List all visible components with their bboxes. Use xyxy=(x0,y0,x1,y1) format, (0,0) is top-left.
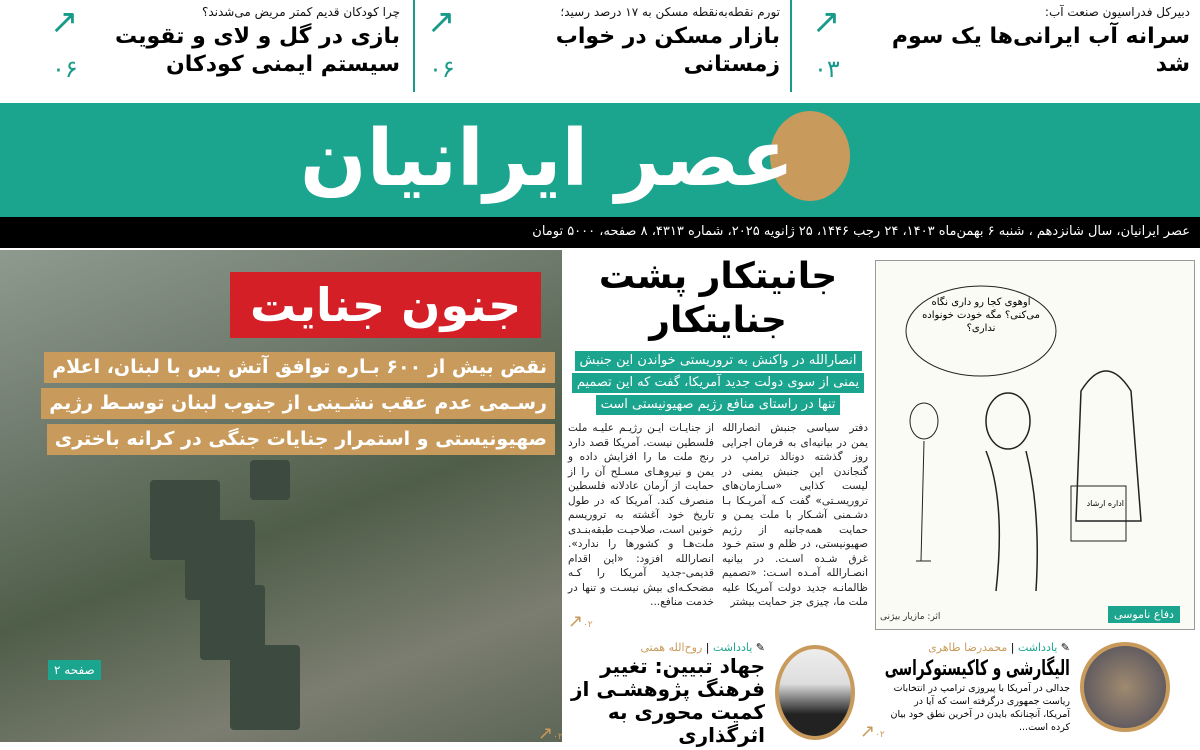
arrow-icon: ↗ xyxy=(812,2,841,42)
story xyxy=(568,255,868,637)
note-summary: جدالی در آمریکا با پیروزی ترامپ در انتخابات ریاست جمهوری درگرفته است که آیا در آمریکا، آنچنانکه بایدن در آخرین نطق خود بیان کرده است... xyxy=(890,683,1070,733)
note-image xyxy=(1080,642,1170,732)
subhead-line: نقض بیش از ۶۰۰ بـاره توافق آتش بس با لبنان، اعلام xyxy=(44,352,555,383)
note xyxy=(565,640,765,747)
cartoon xyxy=(875,260,1195,630)
lead-headline[interactable]: جنون جنایت xyxy=(230,272,541,338)
teaser-kicker: چرا کودکان قدیم کمتر مریض می‌شدند؟ xyxy=(201,5,400,19)
story-subhead xyxy=(568,349,868,415)
note-type: یادداشت xyxy=(712,641,753,654)
cartoon-label: دفاع ناموسی xyxy=(1108,606,1180,623)
note-type: یادداشت xyxy=(1017,641,1058,654)
subhead-line: انصارالله در واکنش به تروریستی خواندن این جنبش xyxy=(575,351,862,371)
teaser-page: ۰۳ xyxy=(814,55,840,83)
page-ref: ۰۲ xyxy=(553,732,563,742)
teaser-page: ۰۶ xyxy=(52,55,78,83)
subhead-line: صهیونیستی و استمرار جنایات جنگی در کرانه باختری xyxy=(47,424,555,455)
subhead-line: رسـمی عدم عقب نشـینی از جنوب لبنان توسـط رژیم xyxy=(41,388,555,419)
teaser-housing[interactable] xyxy=(415,0,790,100)
divider xyxy=(413,0,415,92)
teaser-children[interactable] xyxy=(0,0,410,100)
story-column: از جنایـات ایـن رژیـم علیـه ملت فلسطین نیست. آمریکا قصد دارد رنج ملت ما را افزایش داده و یمن و نیروهـای مسـلح آن را از حمایت از آرمان عادلانه فلسطین منصرف کند. آمریکا که در طول تاریخ خود آغشته به تروریسم خونین است، صلاحیـت طبقه‌بنـدی ملت‌هـا و کشورها را ندارد». انصارالله افزود: «این اقدام قدیمی-جدید آمریکا را کـه مضحکـه‌ای بیش نیسـت و تنها در خدمت منافع... xyxy=(568,422,714,608)
arrow-icon[interactable]: ↗۰۲ xyxy=(568,610,593,632)
story-body xyxy=(568,421,868,610)
note-meta: ✎ یادداشت | محمدرضا طاهری xyxy=(928,641,1070,654)
logo: عصر ایرانیان xyxy=(300,114,795,204)
story-headline[interactable]: جانیتکار پشت جنایتکار xyxy=(598,256,838,341)
teaser-title: بازی در گل و لای و تقویت سیستم ایمنی کودکان xyxy=(114,24,400,77)
page-label[interactable]: صفحه ۲ xyxy=(48,660,101,680)
dateline: عصر ایرانیان، سال شانزدهم ، شنبه ۶ بهمن‌ماه ۱۴۰۳، ۲۴ رجب ۱۴۴۶، ۲۵ ژانویه ۲۰۲۵، شماره ۴۳۱۳، ۸ صفحه، ۵۰۰۰ تومان xyxy=(0,217,1200,248)
note xyxy=(885,640,1070,734)
note-author: روح‌الله همتی xyxy=(640,641,703,654)
masthead xyxy=(0,103,1200,217)
arrow-icon: ↗ xyxy=(50,2,79,42)
subhead-line: تنها در راستای منافع رژیم صهیونیستی است xyxy=(596,395,841,415)
arrow-icon[interactable]: ↗۰۲ xyxy=(538,723,563,744)
note-meta: ✎ یادداشت | روح‌الله همتی xyxy=(640,641,765,654)
note-title[interactable]: الیگارشی و کاکیستوکراسی xyxy=(885,656,1070,680)
note-title[interactable]: جهاد تبیین: تغییر فرهنگ پژوهشـی از کمیت محوری به اثرگذاری xyxy=(570,654,765,747)
cartoon-sign: اداره ارشاد xyxy=(1086,499,1124,508)
page-ref: ۰۲ xyxy=(583,619,593,630)
divider xyxy=(790,0,792,92)
author-avatar xyxy=(775,645,855,740)
teaser-page: ۰۶ xyxy=(429,55,455,83)
arrow-icon[interactable]: ↗۰۲ xyxy=(860,721,885,742)
cartoon-credit: اثر: مازیار بیژنی xyxy=(880,612,941,622)
lead-subhead xyxy=(5,352,555,460)
arrow-icon: ↗ xyxy=(427,2,456,42)
teaser-kicker: دبیرکل فدراسیون صنعت آب: xyxy=(1044,5,1190,19)
teaser-water[interactable] xyxy=(800,0,1200,100)
teaser-title: بازار مسکن در خواب زمستانی xyxy=(555,24,780,77)
page-ref: ۰۲ xyxy=(875,730,885,740)
story-column: دفتر سیاسی جنبش انصارالله یمن در بیانیه‌ای به فرمان اجرایی روز گذشته دونالد ترامپ در گنجاندن این جنبش یمنی در لیست کذایی «سـازمان‌های تروریسـتی» گفت کـه آمریـکا بـا دشـمنی آشـکار با ملت یمـن و حمایت همه‌جانبه از رژیم صهیونیستی، در ظلم و ستم خـود غرق شـده اسـت. در بیانیه انصـارالله آمـده اسـت: «تصمیم ظالمانـه جدید دولت آمریکا علیه ملت ما، چیزی جز حمایت بیشتر xyxy=(722,422,868,608)
subhead-line: یمنی از سوی دولت جدید آمریکا، گفت که این تصمیم xyxy=(572,373,864,393)
note-author: محمدرضا طاهری xyxy=(928,641,1008,654)
teaser-title: سرانه آب ایرانی‌ها یک سوم شد xyxy=(891,24,1190,77)
teaser-kicker: تورم نقطه‌به‌نقطه مسکن به ۱۷ درصد رسید؛ xyxy=(560,5,780,19)
speech-bubble: اوهوی کجا رو داری نگاه می‌کنی؟ مگه خودت خونواده نداری؟ xyxy=(922,297,1040,334)
